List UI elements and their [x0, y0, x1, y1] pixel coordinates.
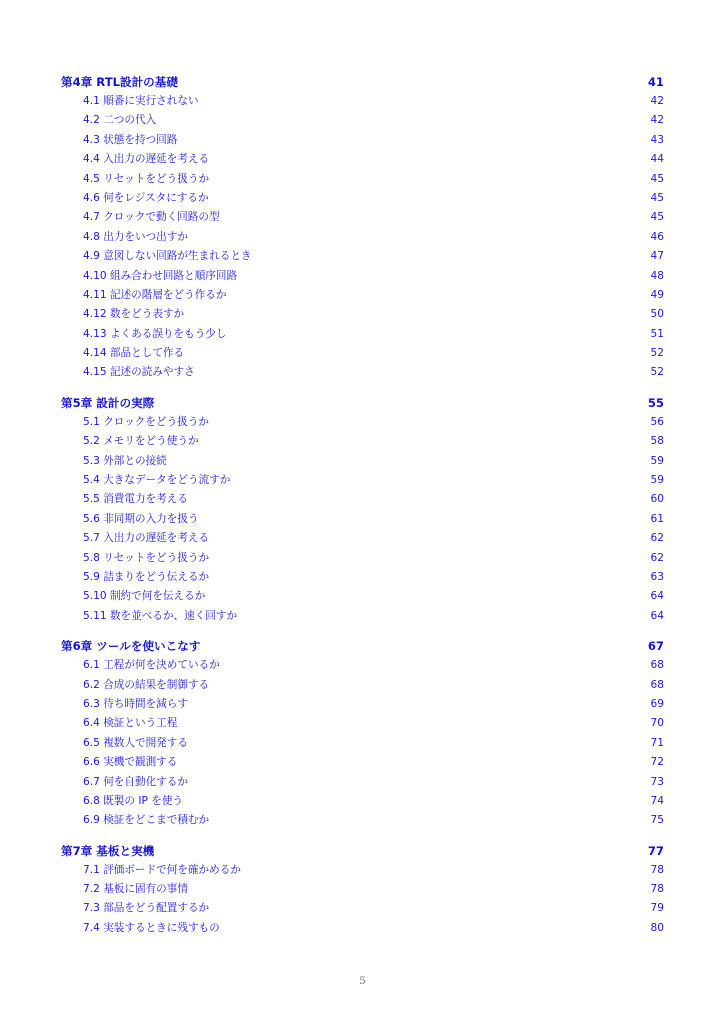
toc-chapter-link-page: 55 — [647, 395, 664, 410]
toc-section-link-page: 70 — [650, 717, 664, 730]
toc-section-link-title: 4.7 クロックで動く回路の型 — [83, 211, 220, 224]
toc-section-link[interactable] — [61, 150, 664, 169]
toc-section-link-title: 6.6 実機で観測する — [83, 756, 178, 769]
toc-section-link-title: 5.11 数を並べるか、速く回すか — [83, 609, 238, 622]
toc-section-link-page: 60 — [650, 493, 664, 506]
toc-section-link-title: 5.2 メモリをどう使うか — [83, 435, 199, 448]
toc-section-link[interactable] — [61, 714, 664, 733]
toc-section-link[interactable] — [61, 607, 664, 626]
toc-chapter-block — [61, 636, 664, 831]
toc-section-link[interactable] — [61, 792, 664, 811]
toc-section-link-page: 46 — [650, 230, 664, 243]
toc-section-link[interactable] — [61, 880, 664, 899]
toc-section-link-page: 52 — [650, 347, 664, 360]
toc-section-link-title: 5.4 大きなデータをどう流すか — [83, 474, 231, 487]
toc-section-link-page: 42 — [650, 114, 664, 127]
toc-section-link[interactable] — [61, 432, 664, 451]
toc-section-link-title: 6.3 待ち時間を減らす — [83, 697, 188, 710]
toc-section-link-page: 45 — [650, 211, 664, 224]
toc-section-link-page: 45 — [650, 172, 664, 185]
toc-section-link-page: 58 — [650, 435, 664, 448]
toc-section-link-page: 80 — [650, 921, 664, 934]
toc-section-link-title: 5.5 消費電力を考える — [83, 493, 188, 506]
toc-section-link-page: 42 — [650, 95, 664, 107]
toc-section-link[interactable] — [61, 471, 664, 490]
toc-section-link[interactable] — [61, 919, 664, 938]
toc-section-link[interactable] — [61, 286, 664, 305]
toc-section-link-page: 68 — [650, 659, 664, 672]
toc-section-link-page: 72 — [650, 756, 664, 769]
toc-section-link-page: 59 — [650, 454, 664, 467]
toc-section-link-title: 4.14 部品として作る — [83, 347, 185, 360]
toc-section-link-page: 61 — [650, 512, 664, 525]
toc-section-link-title: 6.7 何を自動化するか — [83, 775, 188, 788]
toc-chapter-link-title: 第5章 設計の実際 — [61, 395, 155, 410]
toc-section-link-page: 62 — [650, 532, 664, 545]
toc-section-link[interactable] — [61, 247, 664, 266]
toc-section-link[interactable] — [61, 510, 664, 529]
toc-section-link-title: 5.9 詰まりをどう伝えるか — [83, 570, 210, 583]
toc-section-link-title: 4.4 入出力の遅延を考える — [83, 153, 210, 166]
toc-section-link[interactable] — [61, 208, 664, 227]
toc-section-link-title: 4.15 記述の読みやすさ — [83, 366, 195, 379]
toc-section-link-title: 5.8 リセットをどう扱うか — [83, 551, 210, 564]
toc-section-link-title: 4.2 二つの代入 — [83, 114, 157, 127]
toc-section-link-page: 52 — [650, 366, 664, 379]
toc-section-link-title: 4.3 状態を持つ回路 — [83, 133, 178, 146]
toc-section-link-page: 75 — [650, 814, 664, 827]
toc-chapter-link-title: 第4章 RTL設計の基礎 — [61, 75, 178, 89]
toc-section-link[interactable] — [61, 267, 664, 286]
toc-section-link-title: 6.9 検証をどこまで積むか — [83, 814, 210, 827]
toc-section-link[interactable] — [61, 228, 664, 247]
toc-section-link-page: 78 — [650, 883, 664, 896]
toc-section-link-page: 79 — [650, 902, 664, 915]
toc-section-link[interactable] — [61, 170, 664, 189]
table-of-contents — [61, 72, 664, 948]
toc-section-link-title: 6.4 検証という工程 — [83, 717, 178, 730]
toc-section-link-title: 4.10 組み合わせ回路と順序回路 — [83, 269, 238, 282]
toc-section-link[interactable] — [61, 413, 664, 432]
toc-section-link[interactable] — [61, 811, 664, 830]
toc-chapter-link-page: 41 — [647, 75, 664, 89]
toc-section-link[interactable] — [61, 325, 664, 344]
toc-section-link-title: 4.1 順番に実行されない — [83, 95, 199, 107]
toc-section-link-title: 4.13 よくある誤りをもう少し — [83, 327, 227, 340]
toc-section-link-title: 6.5 複数人で開発する — [83, 736, 188, 749]
toc-section-link[interactable] — [61, 568, 664, 587]
toc-section-link[interactable] — [61, 587, 664, 606]
toc-section-link[interactable] — [61, 452, 664, 471]
toc-section-link[interactable] — [61, 861, 664, 880]
toc-section-link[interactable] — [61, 656, 664, 675]
toc-section-link-title: 4.9 意図しない回路が生まれるとき — [83, 250, 252, 263]
toc-section-link-page: 56 — [650, 415, 664, 428]
toc-chapter-link[interactable] — [61, 841, 664, 861]
toc-section-link-title: 5.10 制約で何を伝えるか — [83, 590, 206, 603]
toc-section-link[interactable] — [61, 529, 664, 548]
toc-chapter-link-title: 第6章 ツールを使いこなす — [61, 639, 201, 654]
toc-section-link-title: 7.2 基板に固有の事情 — [83, 883, 188, 896]
toc-section-link-title: 5.6 非同期の入力を扱う — [83, 512, 199, 525]
toc-section-link-title: 6.8 既製の IP を使う — [83, 794, 184, 807]
toc-section-link[interactable] — [61, 305, 664, 324]
toc-chapter-link[interactable] — [61, 72, 664, 92]
toc-chapter-link-page: 77 — [647, 843, 664, 858]
toc-section-link-title: 4.5 リセットをどう扱うか — [83, 172, 210, 185]
toc-section-link-title: 7.3 部品をどう配置するか — [83, 902, 210, 915]
toc-section-link-page: 44 — [650, 153, 664, 166]
toc-section-link-page: 63 — [650, 570, 664, 583]
toc-section-link-title: 6.2 合成の結果を制御する — [83, 678, 210, 691]
toc-section-link-page: 62 — [650, 551, 664, 564]
toc-section-link-title: 4.12 数をどう表すか — [83, 308, 185, 321]
toc-section-link-page: 68 — [650, 678, 664, 691]
toc-section-link-page: 69 — [650, 697, 664, 710]
toc-section-link-page: 49 — [650, 288, 664, 301]
toc-section-link-page: 73 — [650, 775, 664, 788]
toc-section-link-title: 4.8 出力をいつ出すか — [83, 230, 188, 243]
toc-section-link[interactable] — [61, 490, 664, 509]
toc-chapter-block — [61, 72, 664, 383]
toc-section-link[interactable] — [61, 363, 664, 382]
toc-chapter-link[interactable] — [61, 636, 664, 656]
toc-section-link[interactable] — [61, 344, 664, 363]
toc-section-link-page: 71 — [650, 736, 664, 749]
toc-chapter-block — [61, 393, 664, 626]
toc-section-link-page: 43 — [650, 133, 664, 146]
toc-section-link[interactable] — [61, 734, 664, 753]
toc-section-link-title: 5.3 外部との接続 — [83, 454, 167, 467]
toc-chapter-link[interactable] — [61, 393, 664, 413]
toc-section-link[interactable] — [61, 92, 664, 111]
toc-section-link[interactable] — [61, 773, 664, 792]
toc-chapter-link-page: 67 — [647, 639, 664, 654]
toc-section-link-page: 51 — [650, 327, 664, 340]
toc-section-link-title: 4.6 何をレジスタにするか — [83, 191, 209, 204]
toc-section-link-page: 64 — [650, 590, 664, 603]
toc-section-link[interactable] — [61, 111, 664, 130]
toc-section-link-page: 78 — [650, 863, 664, 876]
toc-section-link[interactable] — [61, 189, 664, 208]
toc-section-link-title: 6.1 工程が何を決めているか — [83, 659, 220, 672]
toc-section-link-page: 47 — [650, 250, 664, 263]
toc-section-link-page: 59 — [650, 474, 664, 487]
toc-section-link-title: 4.11 記述の階層をどう作るか — [83, 288, 227, 301]
toc-section-link-title: 5.1 クロックをどう扱うか — [83, 415, 209, 428]
toc-section-link-page: 48 — [650, 269, 664, 282]
toc-section-link-page: 64 — [650, 609, 664, 622]
toc-section-link-page: 74 — [650, 794, 664, 807]
toc-section-link[interactable] — [61, 695, 664, 714]
toc-section-link[interactable] — [61, 131, 664, 150]
toc-section-link-title: 7.4 実装するときに残すもの — [83, 921, 220, 934]
toc-section-link[interactable] — [61, 549, 664, 568]
toc-section-link-page: 45 — [650, 191, 664, 204]
toc-chapter-block — [61, 841, 664, 939]
page-number: 5 — [359, 975, 366, 987]
toc-section-link-title: 7.1 評価ボードで何を確かめるか — [83, 863, 241, 876]
toc-section-link[interactable] — [61, 753, 664, 772]
toc-section-link[interactable] — [61, 676, 664, 695]
toc-section-link-page: 50 — [650, 308, 664, 321]
toc-section-link[interactable] — [61, 899, 664, 918]
toc-section-link-title: 5.7 入出力の遅延を考える — [83, 532, 210, 545]
toc-chapter-link-title: 第7章 基板と実機 — [61, 843, 155, 858]
